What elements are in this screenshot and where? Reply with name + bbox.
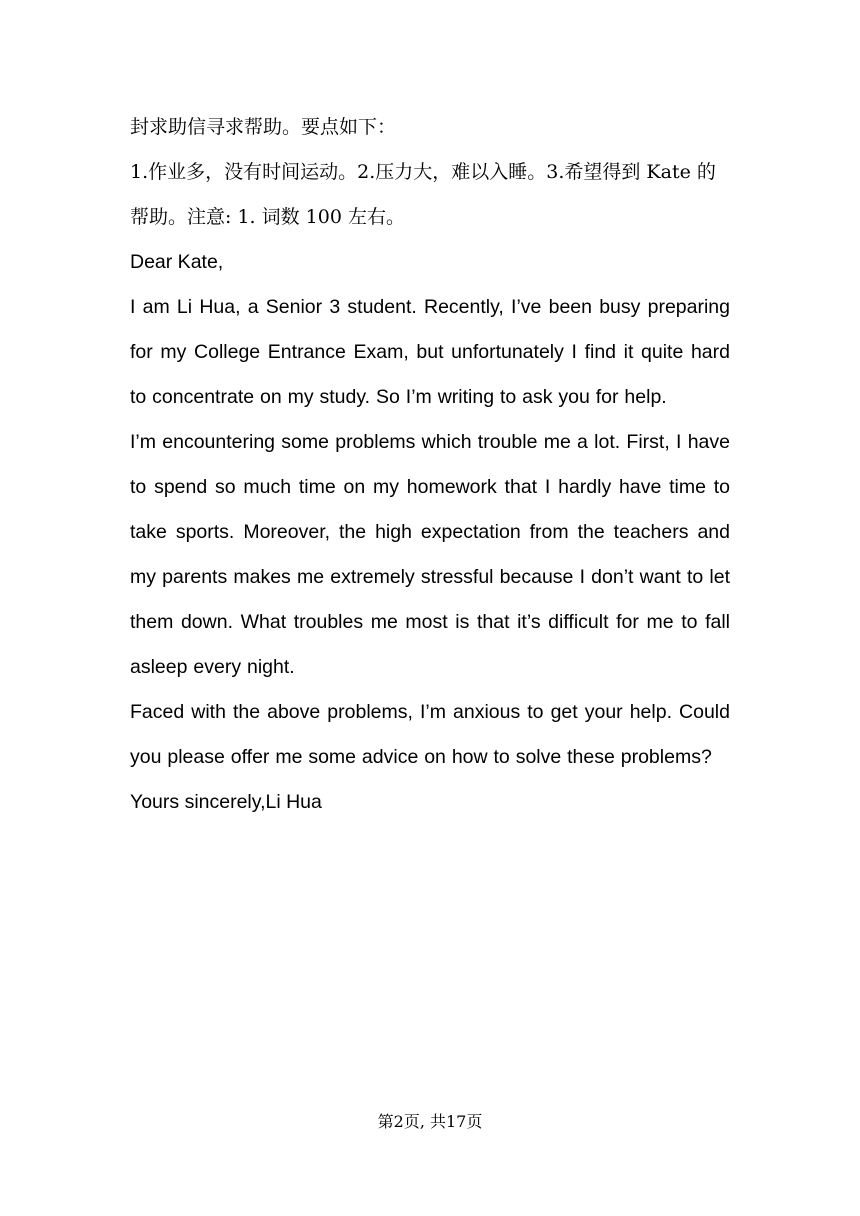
letter-salutation: Dear Kate, bbox=[130, 251, 224, 273]
prompt-line-2: 1.作业多，没有时间运动。2.压力大，难以入睡。3.希望得到 Kate 的 bbox=[130, 161, 716, 183]
page-number-footer: 第2页, 共17页 bbox=[377, 1112, 483, 1131]
prompt-line-3: 帮助。注意: 1. 词数 100 左右。 bbox=[130, 206, 405, 228]
prompt-line-1: 封求助信寻求帮助。要点如下： bbox=[130, 116, 397, 138]
page-content bbox=[130, 105, 730, 825]
letter-paragraph-3: Faced with the above problems, I’m anxious to get your help. Could you please offer me some advice on how to solve these problems? bbox=[130, 701, 730, 768]
letter-closing: Yours sincerely,Li Hua bbox=[130, 791, 322, 813]
letter-paragraph-1: I am Li Hua, a Senior 3 student. Recently, I’ve been busy preparing for my College Entrance Exam, but unfortunately I find it quite hard to concentrate on my study. So I’m writing to ask you for help. bbox=[130, 296, 730, 408]
letter-paragraph-2: I’m encountering some problems which trouble me a lot. First, I have to spend so much time on my homework that I hardly have time to take sports. Moreover, the high expectation from the teachers and my parents makes me extremely stressful because I don’t want to let them down. What troubles me most is that it’s difficult for me to fall asleep every night. bbox=[130, 431, 730, 678]
